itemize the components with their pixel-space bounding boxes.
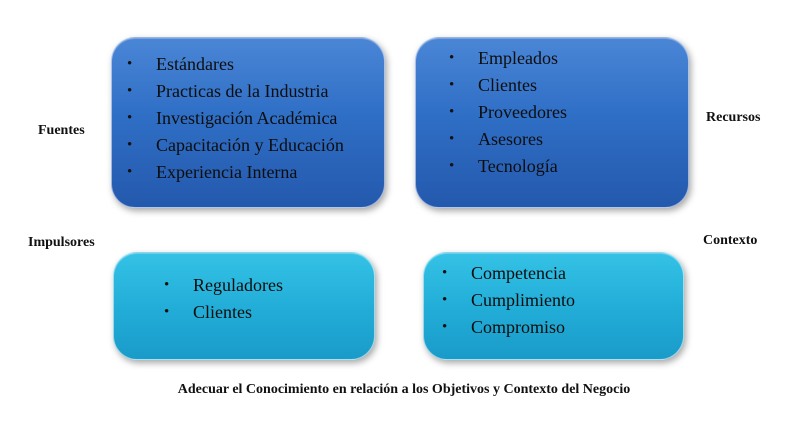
- bullet-icon: •: [127, 137, 133, 153]
- recursos-list: [449, 45, 567, 180]
- bullet-icon: •: [449, 77, 455, 93]
- list-item: [449, 153, 567, 180]
- list-item: [449, 99, 567, 126]
- list-item: [442, 287, 576, 314]
- list-item-label: Tecnología: [478, 156, 558, 176]
- list-item: [449, 72, 567, 99]
- bullet-icon: •: [164, 277, 170, 293]
- list-item-label: Practicas de la Industria: [156, 81, 329, 101]
- list-item: [127, 78, 344, 105]
- list-item-label: Capacitación y Educación: [156, 135, 344, 155]
- impulsores-label: Impulsores: [28, 235, 95, 250]
- bullet-icon: •: [449, 50, 455, 66]
- list-item: [449, 45, 567, 72]
- bullet-icon: •: [449, 104, 455, 120]
- contexto-list: [442, 260, 576, 341]
- list-item: [164, 299, 283, 326]
- fuentes-label: Fuentes: [38, 123, 85, 138]
- bullet-icon: •: [127, 56, 133, 72]
- fuentes-box: [111, 37, 385, 208]
- list-item-label: Clientes: [193, 302, 252, 322]
- list-item-label: Investigación Académica: [156, 108, 338, 128]
- recursos-box: [415, 37, 689, 208]
- list-item-label: Empleados: [478, 48, 558, 68]
- recursos-label: Recursos: [706, 110, 761, 125]
- list-item: [442, 314, 575, 341]
- list-item: [127, 132, 344, 159]
- bullet-icon: •: [442, 292, 448, 308]
- bullet-icon: •: [442, 265, 448, 281]
- caption: Adecuar el Conocimiento en relación a los Objetivos y Contexto del Negocio: [177, 382, 631, 397]
- list-item: [449, 126, 567, 153]
- bullet-icon: •: [442, 319, 448, 335]
- bullet-icon: •: [449, 158, 455, 174]
- impulsores-list: [164, 272, 283, 326]
- list-item: [442, 260, 575, 287]
- impulsores-box: [113, 252, 375, 360]
- bullet-icon: •: [127, 83, 133, 99]
- bullet-icon: •: [164, 304, 170, 320]
- list-item-label: Reguladores: [193, 275, 283, 295]
- contexto-box: [423, 252, 684, 360]
- list-item-label: Proveedores: [478, 102, 567, 122]
- list-item-label: Competencia: [471, 263, 566, 283]
- list-item-label: Estándares: [156, 54, 234, 74]
- contexto-label: Contexto: [703, 233, 758, 248]
- list-item-label: Experiencia Interna: [156, 162, 298, 182]
- list-item-label: Asesores: [478, 129, 543, 149]
- list-item: [164, 272, 283, 299]
- bullet-icon: •: [127, 164, 133, 180]
- bullet-icon: •: [449, 131, 455, 147]
- list-item-label: Cumplimiento: [471, 290, 576, 310]
- list-item: [127, 159, 344, 186]
- list-item: [127, 51, 344, 78]
- list-item: [127, 105, 344, 132]
- list-item-label: Clientes: [478, 75, 537, 95]
- fuentes-list: [127, 51, 344, 186]
- list-item-label: Compromiso: [471, 317, 566, 337]
- bullet-icon: •: [127, 110, 133, 126]
